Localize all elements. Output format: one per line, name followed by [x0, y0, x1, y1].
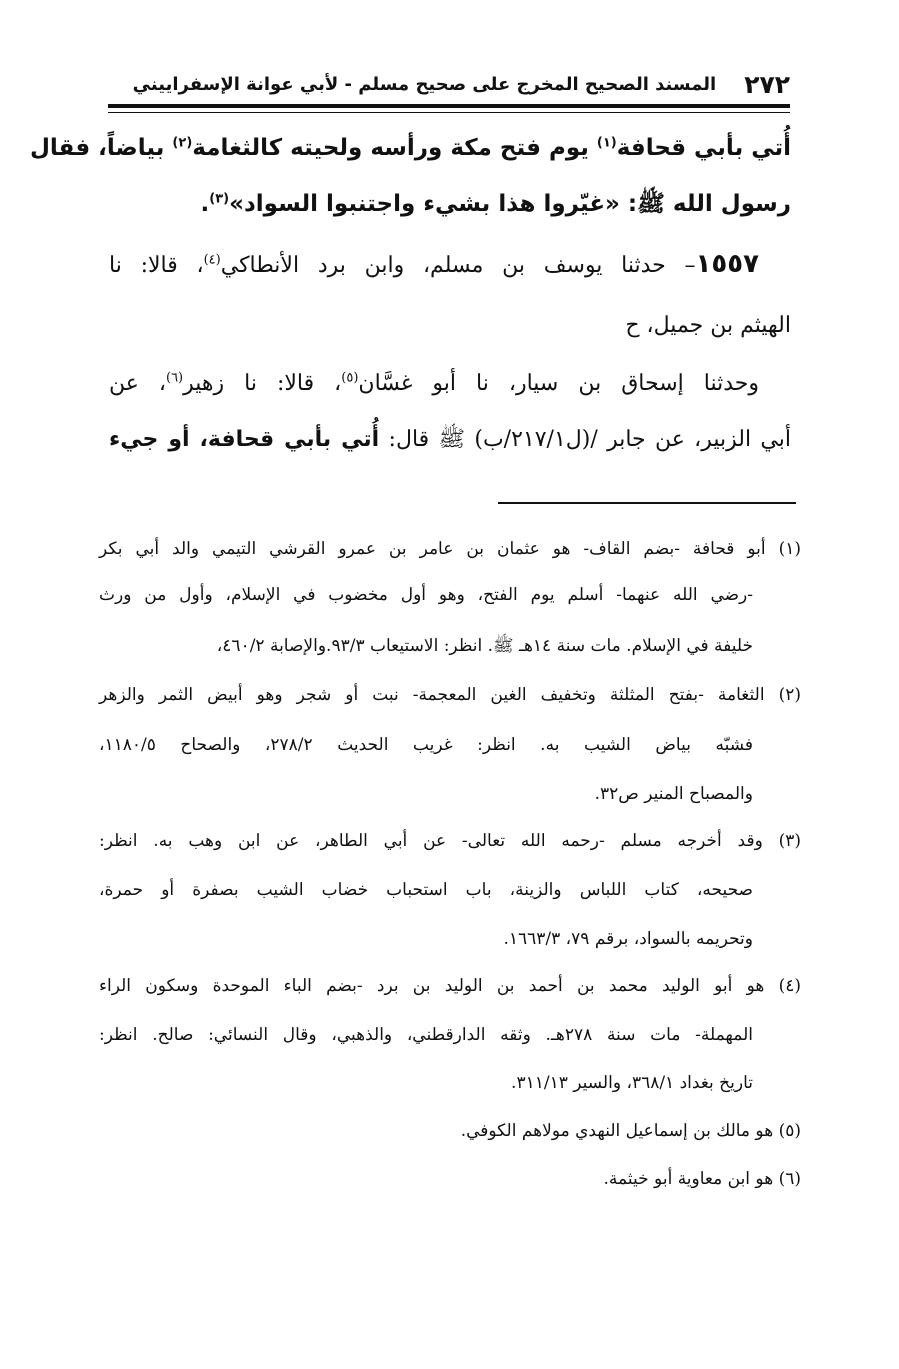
- hadith-line-2: [109, 306, 791, 346]
- footnote-ref-6[interactable]: (٦): [165, 370, 184, 386]
- footnote-ref-1[interactable]: (١): [596, 135, 617, 151]
- text-segment: .: [200, 191, 210, 217]
- footnote-4-line-2: المهملة- مات سنة ٢٧٨هـ. وثقه الدارقطني، والذهبي، وقال النسائي: صالح. انظر:: [99, 1025, 753, 1045]
- body-line-2: [109, 184, 791, 224]
- footnote-ref-5[interactable]: (٥): [341, 370, 359, 386]
- text-segment: بياضاً، فقال: [29, 135, 173, 161]
- text-segment: أبي الزبير، عن جابر /(ل٢١٧/١/ب) ﷺ قال:: [379, 427, 791, 452]
- footnote-ref-4[interactable]: (٤): [203, 252, 221, 268]
- footnote-ref-3[interactable]: (٣): [209, 191, 230, 207]
- body-line-1: [29, 128, 791, 168]
- hadith-line-1: [109, 244, 791, 286]
- footnote-3-line-3: وتحريمه بالسواد، برقم ٧٩، ١٦٦٣/٣.: [503, 929, 753, 949]
- text-segment: ، قالا: نا: [109, 253, 204, 278]
- text-segment: – حدثنا يوسف بن مسلم، وابن برد الأنطاكي: [220, 253, 696, 278]
- footnote-1-line-1: (١) أبو قحافة -بضم القاف- هو عثمان بن عامر بن عمرو القرشي التيمي والد أبي بكر: [99, 539, 801, 559]
- header-rule-thin: [108, 112, 790, 113]
- footnote-3-line-1: (٣) وقد أخرجه مسلم -رحمه الله تعالى- عن أبي الطاهر، عن ابن وهب به. انظر:: [99, 831, 801, 851]
- text-segment: ، قالا: نا زهير: [183, 371, 342, 396]
- text-segment: وحدثنا إسحاق بن سيار، نا أبو غسَّان: [358, 371, 759, 396]
- hadith-line-3: [109, 364, 791, 404]
- text-segment: ، عن: [109, 371, 166, 396]
- footnote-3-line-2: صحيحه، كتاب اللباس والزينة، باب استحباب خضاب الشيب بصفرة أو حمرة،: [99, 880, 753, 900]
- header-rule-thick: [108, 104, 790, 108]
- text-segment: رسول الله ﷺ: «غيّروا هذا بشيء واجتنبوا السواد»: [229, 191, 791, 217]
- footnote-2-line-1: (٢) الثغامة -بفتح المثلثة وتخفيف الغين المعجمة- نبت أو شجر وهو أبيض الثمر والزهر: [99, 685, 801, 705]
- footnote-4-line-1: (٤) هو أبو الوليد محمد بن أحمد بن الوليد بن برد -بضم الباء الموحدة وسكون الراء: [99, 976, 801, 996]
- footnote-5: (٥) هو مالك بن إسماعيل النهدي مولاهم الكوفي.: [460, 1121, 801, 1141]
- footnote-ref-2[interactable]: (٢): [172, 135, 193, 151]
- text-segment-bold: أُتي بأبي قحافة، أو جيء: [109, 427, 380, 452]
- footnote-separator: [498, 502, 796, 504]
- footnote-1-line-3: خليفة في الإسلام. مات سنة ١٤هـ ﷺ. انظر: الاستيعاب ٩٣/٣.والإصابة ٤٦٠/٢،: [216, 636, 753, 656]
- text-segment: الهيثم بن جميل، ح: [625, 313, 791, 338]
- footnote-2-line-3: والمصباح المنير ص٣٢.: [594, 784, 753, 804]
- footnote-4-line-3: تاريخ بغداد ٣٦٨/١، والسير ٣١١/١٣.: [511, 1073, 753, 1093]
- footnote-6: (٦) هو ابن معاوية أبو خيثمة.: [603, 1169, 801, 1189]
- page-header: [108, 64, 790, 104]
- hadith-number: ١٥٥٧: [695, 249, 760, 279]
- footnote-2-line-2: فشبّه بياض الشيب به. انظر: غريب الحديث ٢٧٨/٢، والصحاح ١١٨٠/٥،: [99, 735, 753, 755]
- page-number: ٢٧٢: [744, 69, 790, 99]
- text-segment: أُتي بأبي قحافة: [616, 135, 791, 161]
- text-segment: يوم فتح مكة ورأسه ولحيته كالثغامة: [192, 135, 597, 161]
- running-title: المسند الصحيح المخرج على صحيح مسلم - لأبي عوانة الإسفراييني: [132, 73, 717, 95]
- hadith-line-4: [109, 420, 791, 460]
- footnote-1-line-2: -رضي الله عنهما- أسلم يوم الفتح، وهو أول مخضوب في الإسلام، وأول من ورث: [99, 585, 753, 605]
